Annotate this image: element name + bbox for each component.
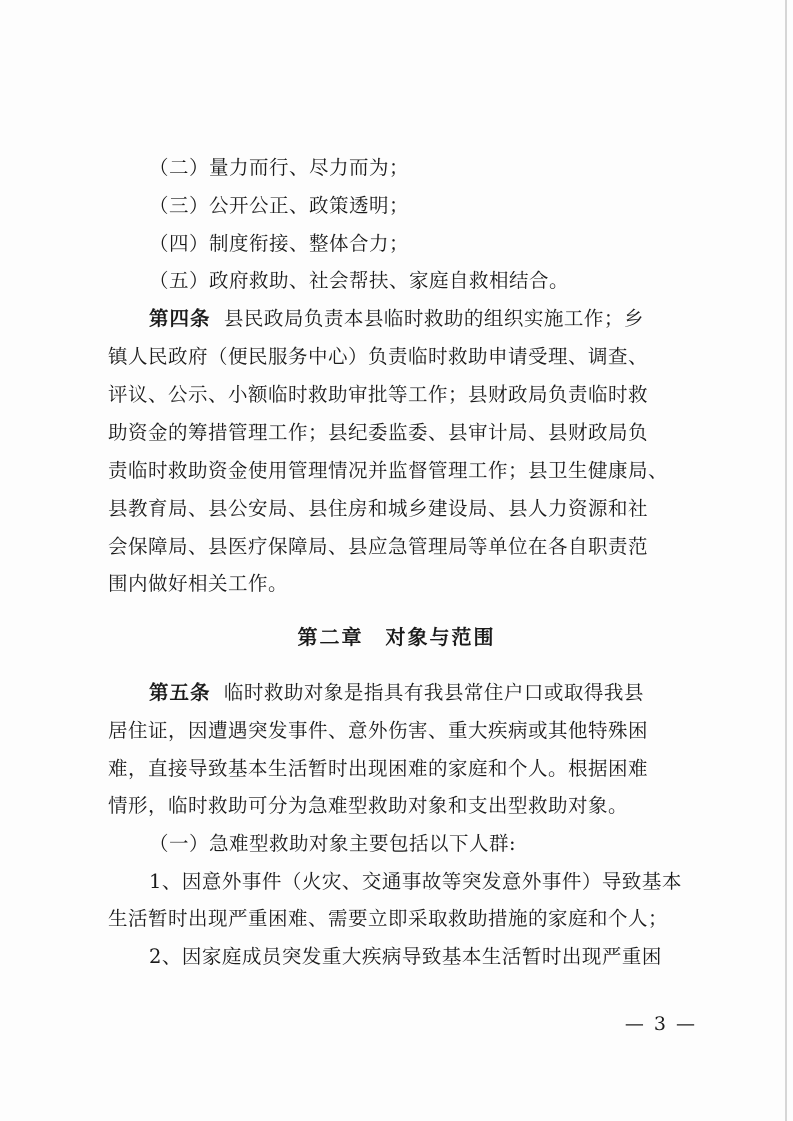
article-4-first-line xyxy=(149,304,729,334)
article-4-line: 评议、公示、小额临时救助审批等工作；县财政局负责临时救 xyxy=(108,383,649,406)
article-5-text: 临时救助对象是指具有我县常住户口或取得我县 xyxy=(223,681,644,704)
page-edge-divider xyxy=(785,0,787,1121)
principle-item-3: （三）公开公正、政策透明； xyxy=(149,194,410,217)
item-1-line: 生活暂时出现严重困难、需要立即采取救助措施的家庭和个人； xyxy=(108,907,669,930)
item-2-line: 2、因家庭成员突发重大疾病导致基本生活暂时出现严重困 xyxy=(149,945,662,968)
article-4-line: 责临时救助资金使用管理情况并监督管理工作；县卫生健康局、 xyxy=(108,459,669,482)
principle-item-2: （二）量力而行、尽力而为； xyxy=(149,156,410,179)
article-5-label: 第五条 xyxy=(149,681,211,704)
principle-item-5: （五）政府救助、社会帮扶、家庭自救相结合。 xyxy=(149,269,570,292)
item-1-line: 1、因意外事件（火灾、交通事故等突发意外事件）导致基本 xyxy=(149,870,682,893)
article-5-line: 情形，临时救助可分为急难型救助对象和支出型救助对象。 xyxy=(108,794,629,817)
article-4-line: 助资金的筹措管理工作；县纪委监委、县审计局、县财政局负 xyxy=(108,421,649,444)
article-4-line: 县教育局、县公安局、县住房和城乡建设局、县人力资源和社 xyxy=(108,497,649,520)
principle-item-4: （四）制度衔接、整体合力； xyxy=(149,232,410,255)
article-4-label: 第四条 xyxy=(149,307,211,330)
article-4-line: 围内做好相关工作。 xyxy=(108,572,289,595)
article-4-text: 县民政局负责本县临时救助的组织实施工作；乡 xyxy=(223,307,644,330)
article-4-line: 会保障局、县医疗保障局、县应急管理局等单位在各自职责范 xyxy=(108,535,649,558)
article-5-first-line xyxy=(149,678,729,708)
article-4-line: 镇人民政府（便民服务中心）负责临时救助申请受理、调查、 xyxy=(108,345,649,368)
subsection-1-title: （一）急难型救助对象主要包括以下人群: xyxy=(149,832,517,855)
article-5-line: 难，直接导致基本生活暂时出现困难的家庭和个人。根据困难 xyxy=(108,757,649,780)
article-5-line: 居住证，因遭遇突发事件、意外伤害、重大疾病或其他特殊困 xyxy=(108,719,649,742)
page-number: — 3 — xyxy=(624,1013,697,1035)
chapter-2-heading: 第二章 对象与范围 xyxy=(297,625,496,649)
